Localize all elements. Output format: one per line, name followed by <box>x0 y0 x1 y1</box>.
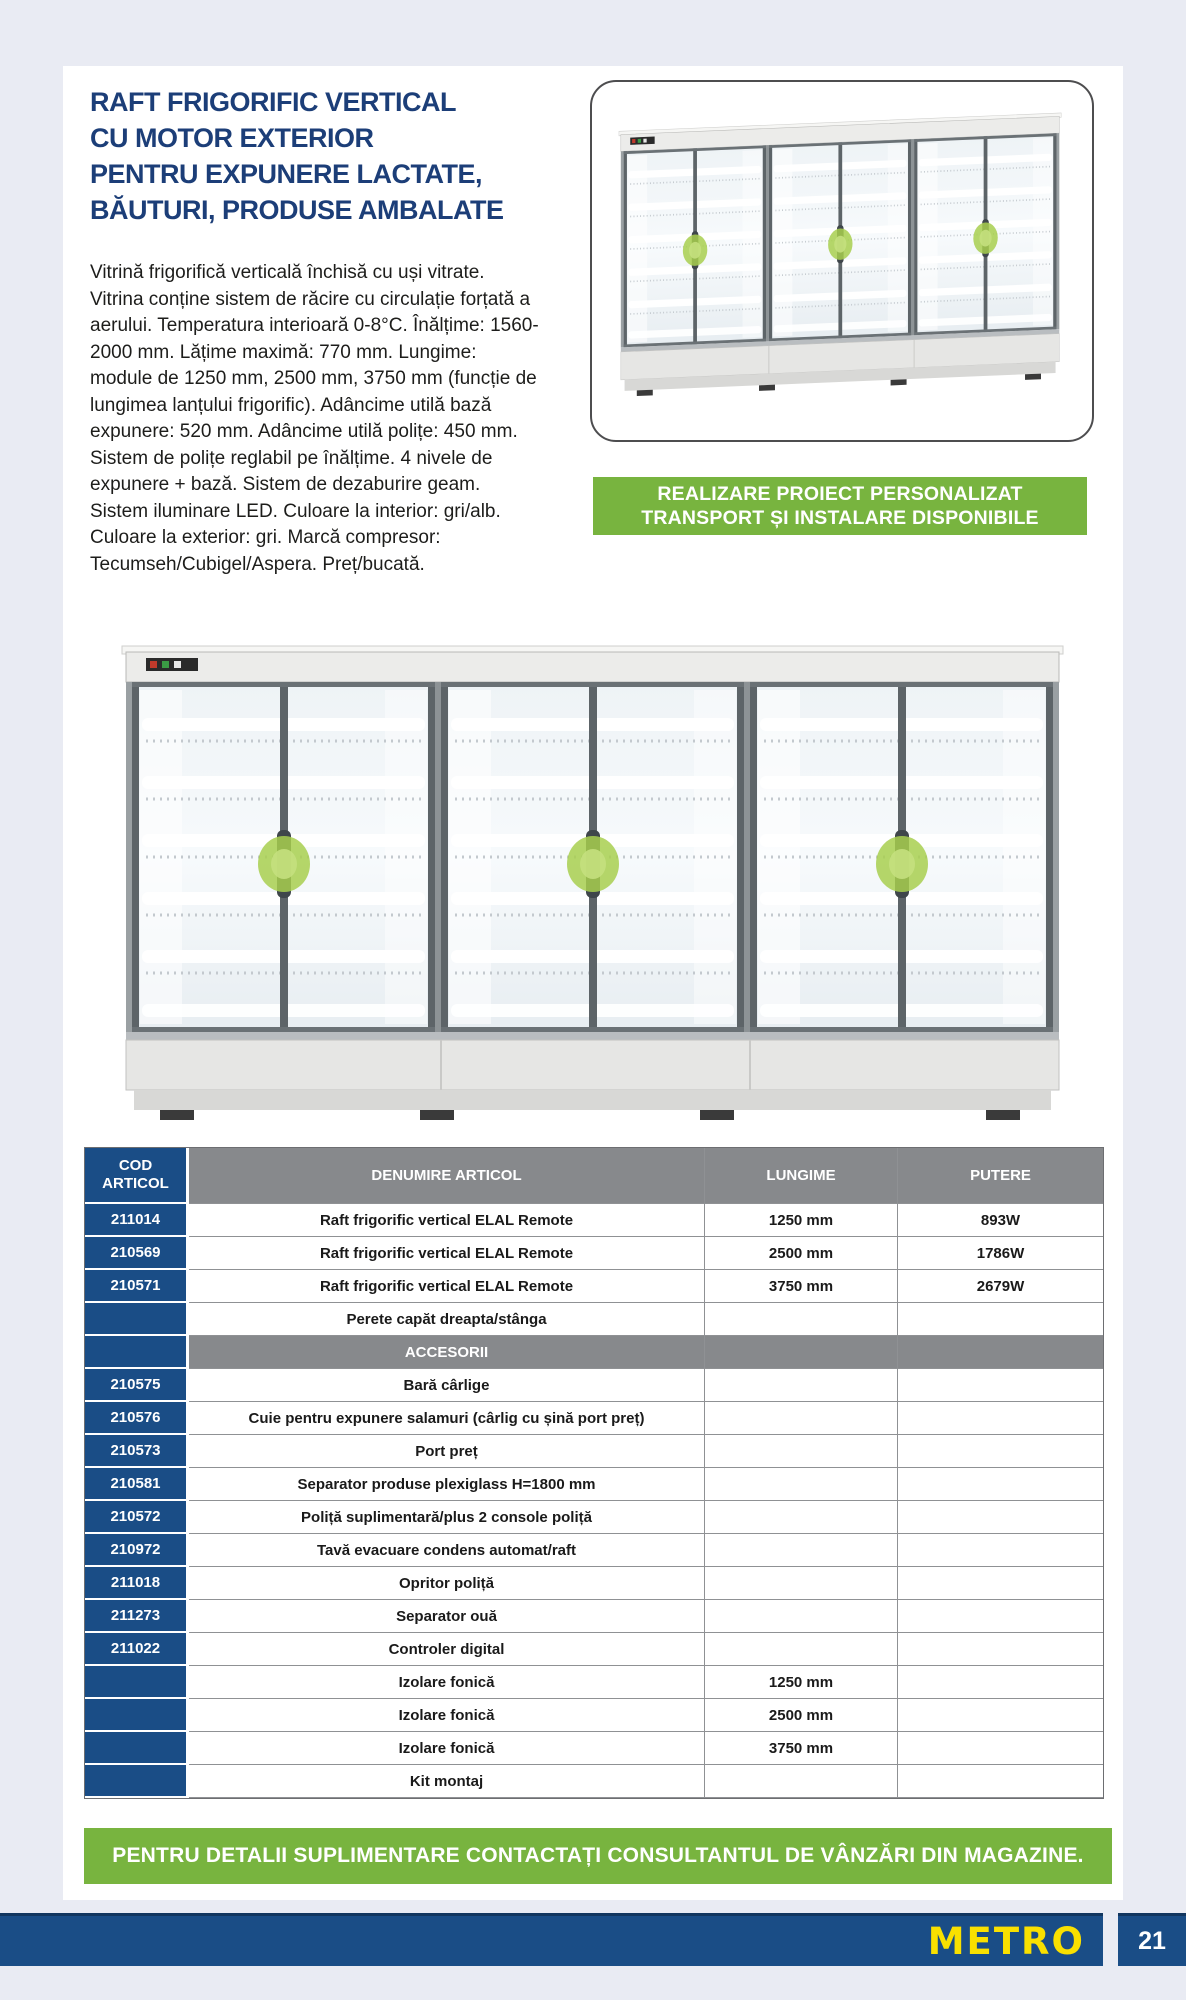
table-row-name: Poliță suplimentară/plus 2 console poliță <box>189 1501 705 1534</box>
table-row-code <box>85 1732 189 1765</box>
table-row-code: 211014 <box>85 1204 189 1237</box>
table-section-cell <box>705 1336 898 1369</box>
table-row-power: 893W <box>898 1204 1103 1237</box>
product-photo-perspective <box>592 82 1088 436</box>
table-header-lungime: LUNGIME <box>705 1148 898 1204</box>
table-section-label: ACCESORII <box>189 1336 705 1369</box>
table-row-name: Kit montaj <box>189 1765 705 1798</box>
table-row-name: Separator ouă <box>189 1600 705 1633</box>
product-photo-box <box>590 80 1094 442</box>
table-row-length <box>705 1468 898 1501</box>
table-row-name: Izolare fonică <box>189 1699 705 1732</box>
table-row-name: Separator produse plexiglass H=1800 mm <box>189 1468 705 1501</box>
table-row-length <box>705 1534 898 1567</box>
page-title-line: CU MOTOR EXTERIOR <box>90 123 374 153</box>
table-row-name: Port preț <box>189 1435 705 1468</box>
table-row-power <box>898 1633 1103 1666</box>
table-row-power <box>898 1402 1103 1435</box>
table-row-length: 1250 mm <box>705 1204 898 1237</box>
table-row-length: 2500 mm <box>705 1237 898 1270</box>
table-row-code: 210575 <box>85 1369 189 1402</box>
table-row-code: 211273 <box>85 1600 189 1633</box>
table-row-name: Raft frigorific vertical ELAL Remote <box>189 1237 705 1270</box>
table-row-power <box>898 1666 1103 1699</box>
table-row-length <box>705 1765 898 1798</box>
table-row-code: 210972 <box>85 1534 189 1567</box>
promo-banner-line: TRANSPORT ȘI INSTALARE DISPONIBILE <box>641 507 1039 529</box>
table-row-code: 210572 <box>85 1501 189 1534</box>
table-row-name: Bară cârlige <box>189 1369 705 1402</box>
table-row-length <box>705 1501 898 1534</box>
table-row-name: Tavă evacuare condens automat/raft <box>189 1534 705 1567</box>
table-row-power <box>898 1567 1103 1600</box>
table-row-power: 1786W <box>898 1237 1103 1270</box>
table-header-putere: PUTERE <box>898 1148 1103 1204</box>
table-row-code: 211022 <box>85 1633 189 1666</box>
table-row-code <box>85 1765 189 1798</box>
table-row-length: 3750 mm <box>705 1270 898 1303</box>
table-row-length <box>705 1633 898 1666</box>
product-description: Vitrină frigorifică verticală închisă cu uși vitrate. Vitrina conține sistem de răcire cu circulație forțată a aerului. Temperatura interioară 0-8°C. Înălțime: 1560-2000 mm. Lățime maximă: 770 mm. Lungime: module de 1250 mm, 2500 mm, 3750 mm (funcție de lungimea lanțului frigorific). Adâncime utilă bază expunere: 520 mm. Adâncime utilă polițe: 450 mm. Sistem de polițe reglabil pe înălțime. 4 nivele de expunere + bază. Sistem de dezaburire geam. Sistem iluminare LED. Culoare la interior: gri/alb. Culoare la exterior: gri. Marcă compresor: Tecumseh/Cubigel/Aspera. Preț/bucată. <box>90 262 539 575</box>
catalog-card <box>63 66 1123 1900</box>
table-row-length <box>705 1369 898 1402</box>
table-row-power <box>898 1699 1103 1732</box>
table-row-length <box>705 1303 898 1336</box>
table-row-code <box>85 1303 189 1336</box>
page-title <box>90 84 560 228</box>
table-row-name: Raft frigorific vertical ELAL Remote <box>189 1204 705 1237</box>
product-photo-front <box>120 640 1065 1122</box>
table-row-code: 210573 <box>85 1435 189 1468</box>
promo-banner <box>593 477 1087 535</box>
promo-banner-line: REALIZARE PROIECT PERSONALIZAT <box>657 483 1023 505</box>
table-row-power: 2679W <box>898 1270 1103 1303</box>
table-row-code: 210569 <box>85 1237 189 1270</box>
page-title-line: PENTRU EXPUNERE LACTATE, <box>90 159 483 189</box>
product-table <box>84 1147 1104 1799</box>
table-row-length: 1250 mm <box>705 1666 898 1699</box>
table-row-power <box>898 1468 1103 1501</box>
table-header-denumire: DENUMIRE ARTICOL <box>189 1148 705 1204</box>
table-row-length <box>705 1600 898 1633</box>
table-row-name: Controler digital <box>189 1633 705 1666</box>
footer-bar <box>0 1913 1103 1966</box>
table-row-code: 210576 <box>85 1402 189 1435</box>
page-number-badge: 21 <box>1118 1913 1186 1966</box>
table-row-code: 211018 <box>85 1567 189 1600</box>
table-header-cod-articol: COD ARTICOL <box>85 1148 189 1204</box>
table-row-code <box>85 1336 189 1369</box>
table-row-power <box>898 1765 1103 1798</box>
table-row-name: Opritor poliță <box>189 1567 705 1600</box>
table-section-cell <box>898 1336 1103 1369</box>
table-row-power <box>898 1501 1103 1534</box>
table-row-name: Izolare fonică <box>189 1732 705 1765</box>
table-row-length <box>705 1402 898 1435</box>
table-row-length <box>705 1435 898 1468</box>
table-row-power <box>898 1369 1103 1402</box>
table-row-power <box>898 1732 1103 1765</box>
contact-banner: PENTRU DETALII SUPLIMENTARE CONTACTAȚI CONSULTANTUL DE VÂNZĂRI DIN MAGAZINE. <box>84 1828 1112 1884</box>
table-row-name: Raft frigorific vertical ELAL Remote <box>189 1270 705 1303</box>
page-title-line: BĂUTURI, PRODUSE AMBALATE <box>90 195 504 225</box>
table-row-name: Perete capăt dreapta/stânga <box>189 1303 705 1336</box>
table-row-length <box>705 1567 898 1600</box>
metro-logo: METRO <box>927 1919 1085 1963</box>
table-row-code <box>85 1666 189 1699</box>
table-row-code <box>85 1699 189 1732</box>
table-row-power <box>898 1303 1103 1336</box>
table-row-name: Izolare fonică <box>189 1666 705 1699</box>
table-row-code: 210571 <box>85 1270 189 1303</box>
table-row-code: 210581 <box>85 1468 189 1501</box>
table-row-length: 2500 mm <box>705 1699 898 1732</box>
table-row-power <box>898 1435 1103 1468</box>
table-row-length: 3750 mm <box>705 1732 898 1765</box>
table-row-power <box>898 1534 1103 1567</box>
page-title-line: RAFT FRIGORIFIC VERTICAL <box>90 87 456 117</box>
table-row-power <box>898 1600 1103 1633</box>
table-row-name: Cuie pentru expunere salamuri (cârlig cu șină port preț) <box>189 1402 705 1435</box>
